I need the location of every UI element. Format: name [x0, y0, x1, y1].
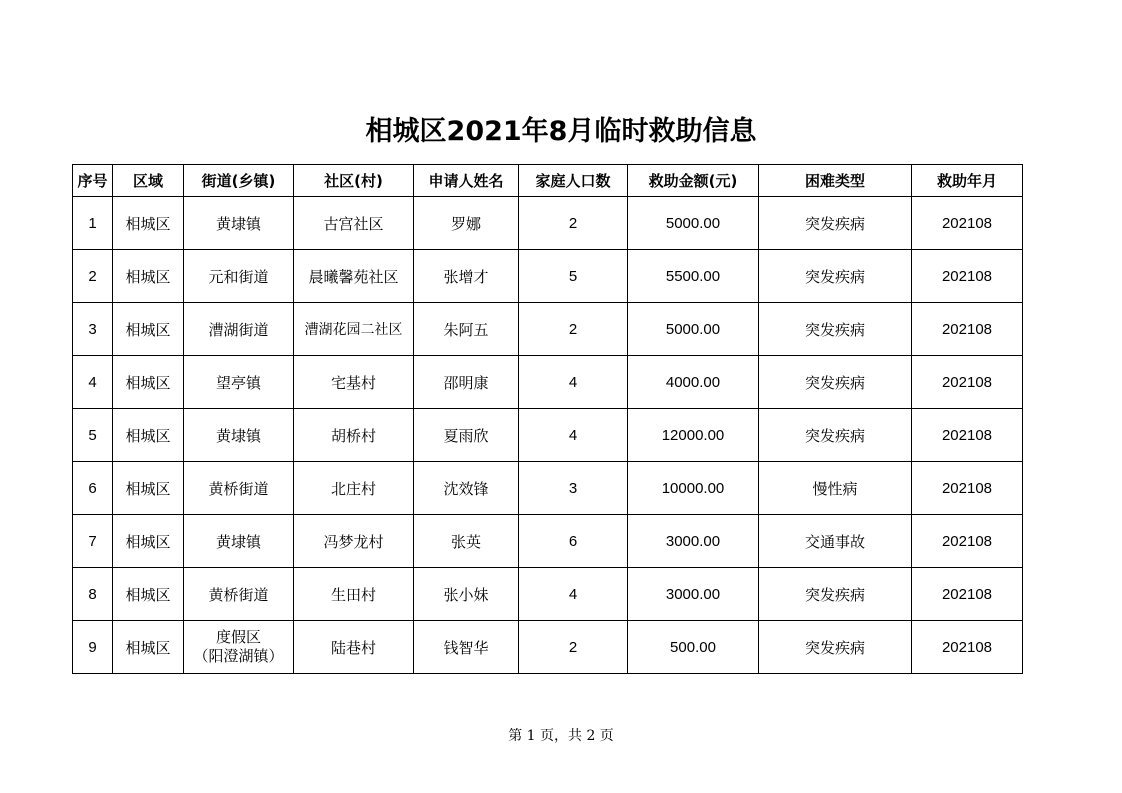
- cell-hardship-type: 慢性病: [759, 462, 912, 515]
- header-household-size: 家庭人口数: [519, 165, 628, 197]
- cell-street: 黄埭镇: [184, 409, 294, 462]
- cell-applicant-name: 钱智华: [414, 621, 519, 674]
- cell-applicant-name: 邵明康: [414, 356, 519, 409]
- cell-district: 相城区: [113, 462, 184, 515]
- cell-district: 相城区: [113, 356, 184, 409]
- cell-applicant-name: 沈效锋: [414, 462, 519, 515]
- cell-aid-month: 202108: [912, 462, 1023, 515]
- cell-index: 3: [73, 303, 113, 356]
- cell-applicant-name: 张增才: [414, 250, 519, 303]
- cell-applicant-name: 夏雨欣: [414, 409, 519, 462]
- header-street: 街道(乡镇): [184, 165, 294, 197]
- cell-household-size: 4: [519, 568, 628, 621]
- cell-aid-month: 202108: [912, 621, 1023, 674]
- cell-aid-amount: 4000.00: [628, 356, 759, 409]
- cell-aid-month: 202108: [912, 515, 1023, 568]
- cell-aid-month: 202108: [912, 568, 1023, 621]
- cell-index: 4: [73, 356, 113, 409]
- header-applicant-name: 申请人姓名: [414, 165, 519, 197]
- table-row: [73, 356, 1023, 409]
- cell-community: 冯梦龙村: [294, 515, 414, 568]
- cell-street: 元和街道: [184, 250, 294, 303]
- cell-district: 相城区: [113, 250, 184, 303]
- cell-community: 古宫社区: [294, 197, 414, 250]
- cell-household-size: 2: [519, 197, 628, 250]
- table-row: [73, 197, 1023, 250]
- cell-community: 漕湖花园二社区: [294, 303, 414, 356]
- table-row: [73, 303, 1023, 356]
- table-header-row: [73, 165, 1023, 197]
- cell-index: 7: [73, 515, 113, 568]
- cell-index: 1: [73, 197, 113, 250]
- cell-community: 北庄村: [294, 462, 414, 515]
- cell-hardship-type: 突发疾病: [759, 197, 912, 250]
- cell-district: 相城区: [113, 409, 184, 462]
- cell-hardship-type: 交通事故: [759, 515, 912, 568]
- cell-aid-amount: 3000.00: [628, 515, 759, 568]
- cell-aid-amount: 12000.00: [628, 409, 759, 462]
- cell-aid-amount: 500.00: [628, 621, 759, 674]
- cell-index: 2: [73, 250, 113, 303]
- cell-street: 黄桥街道: [184, 568, 294, 621]
- cell-aid-month: 202108: [912, 197, 1023, 250]
- table-row: [73, 409, 1023, 462]
- cell-aid-amount: 5500.00: [628, 250, 759, 303]
- cell-community: 生田村: [294, 568, 414, 621]
- cell-household-size: 2: [519, 303, 628, 356]
- table-row: [73, 250, 1023, 303]
- cell-district: 相城区: [113, 568, 184, 621]
- header-community: 社区(村): [294, 165, 414, 197]
- header-district: 区域: [113, 165, 184, 197]
- cell-community: 陆巷村: [294, 621, 414, 674]
- cell-index: 5: [73, 409, 113, 462]
- cell-household-size: 4: [519, 356, 628, 409]
- cell-index: 6: [73, 462, 113, 515]
- cell-aid-month: 202108: [912, 409, 1023, 462]
- cell-district: 相城区: [113, 515, 184, 568]
- cell-street: 黄埭镇: [184, 197, 294, 250]
- cell-applicant-name: 罗娜: [414, 197, 519, 250]
- page-title: 相城区2021年8月临时救助信息: [365, 116, 757, 147]
- cell-street-line2: （阳澄湖镇）: [193, 647, 284, 665]
- cell-hardship-type: 突发疾病: [759, 621, 912, 674]
- cell-hardship-type: 突发疾病: [759, 568, 912, 621]
- cell-street: 望亭镇: [184, 356, 294, 409]
- cell-community: 晨曦馨苑社区: [294, 250, 414, 303]
- cell-household-size: 3: [519, 462, 628, 515]
- table-row: [73, 621, 1023, 674]
- cell-street: [184, 621, 294, 674]
- cell-aid-month: 202108: [912, 356, 1023, 409]
- header-index: 序号: [73, 165, 113, 197]
- header-aid-amount: 救助金额(元): [628, 165, 759, 197]
- header-hardship-type: 困难类型: [759, 165, 912, 197]
- cell-hardship-type: 突发疾病: [759, 409, 912, 462]
- cell-aid-amount: 10000.00: [628, 462, 759, 515]
- page-footer: 第 1 页，共 2 页: [508, 728, 614, 744]
- cell-household-size: 4: [519, 409, 628, 462]
- cell-street: 黄埭镇: [184, 515, 294, 568]
- cell-aid-month: 202108: [912, 303, 1023, 356]
- cell-household-size: 6: [519, 515, 628, 568]
- cell-district: 相城区: [113, 303, 184, 356]
- relief-table: [72, 164, 1023, 674]
- cell-aid-amount: 5000.00: [628, 303, 759, 356]
- cell-district: 相城区: [113, 197, 184, 250]
- cell-applicant-name: 朱阿五: [414, 303, 519, 356]
- table-row: [73, 462, 1023, 515]
- cell-household-size: 2: [519, 621, 628, 674]
- cell-hardship-type: 突发疾病: [759, 303, 912, 356]
- cell-aid-amount: 5000.00: [628, 197, 759, 250]
- cell-index: 9: [73, 621, 113, 674]
- cell-hardship-type: 突发疾病: [759, 250, 912, 303]
- table-row: [73, 515, 1023, 568]
- cell-applicant-name: 张英: [414, 515, 519, 568]
- table-row: [73, 568, 1023, 621]
- cell-hardship-type: 突发疾病: [759, 356, 912, 409]
- cell-street-line1: 度假区: [215, 628, 261, 646]
- cell-household-size: 5: [519, 250, 628, 303]
- cell-applicant-name: 张小妹: [414, 568, 519, 621]
- cell-aid-month: 202108: [912, 250, 1023, 303]
- cell-aid-amount: 3000.00: [628, 568, 759, 621]
- cell-index: 8: [73, 568, 113, 621]
- cell-street: 黄桥街道: [184, 462, 294, 515]
- cell-street: 漕湖街道: [184, 303, 294, 356]
- cell-community: 宅基村: [294, 356, 414, 409]
- cell-district: 相城区: [113, 621, 184, 674]
- header-aid-month: 救助年月: [912, 165, 1023, 197]
- cell-community: 胡桥村: [294, 409, 414, 462]
